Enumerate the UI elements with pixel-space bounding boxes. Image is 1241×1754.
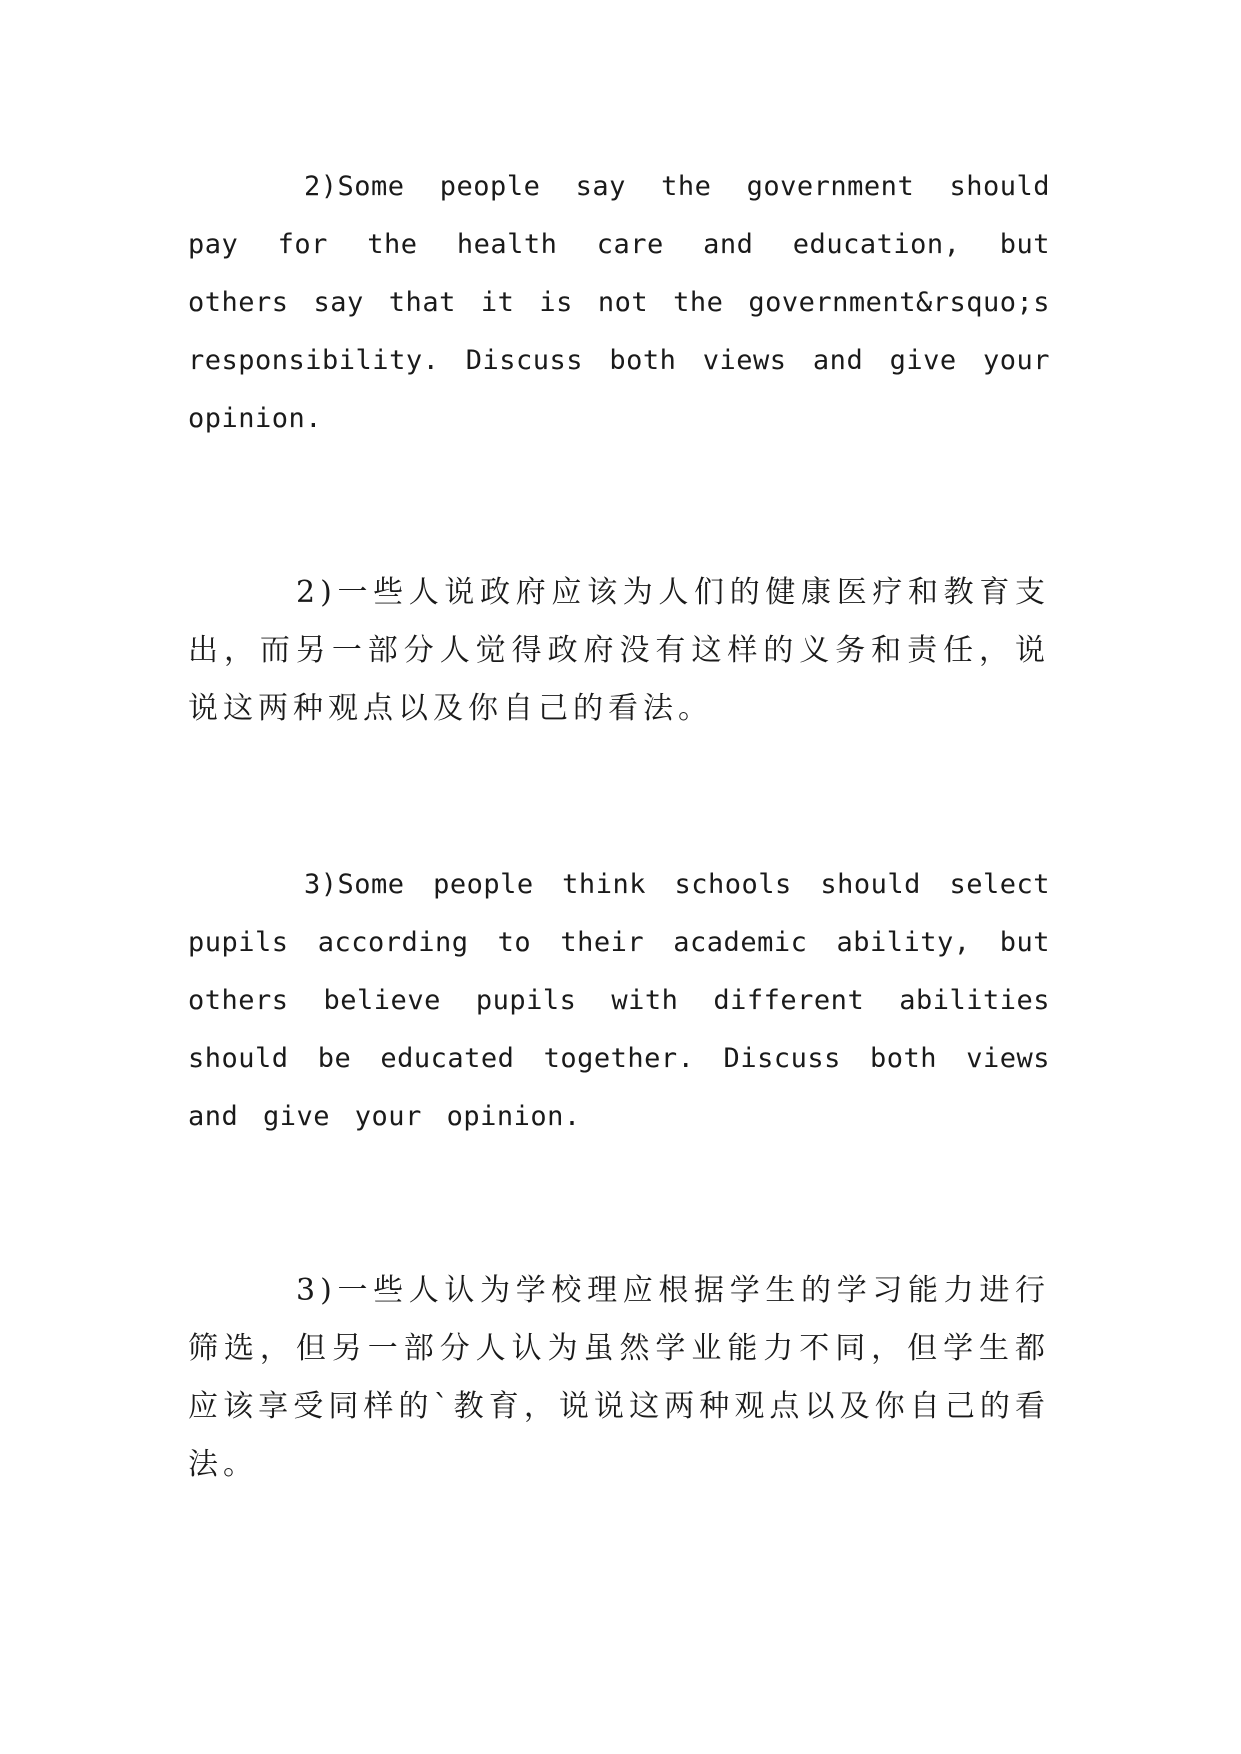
paragraph-question-3-english: 3)Some people think schools should select pupils according to their academic ability, but others believe pupils with different abilities should be educated together. Discuss both views and give your opinion. — [188, 869, 1050, 1132]
paragraph-question-2-chinese: 2)一些人说政府应该为人们的健康医疗和教育支出，而另一部分人觉得政府没有这样的义务和责任，说说这两种观点以及你自己的看法。 — [188, 575, 1050, 726]
paragraph-question-3-chinese: 3)一些人认为学校理应根据学生的学习能力进行筛选，但另一部分人认为虽然学业能力不同，但学生都应该享受同样的`教育，说说这两种观点以及你自己的看法。 — [188, 1273, 1050, 1482]
paragraph-question-2-english: 2)Some people say the government should pay for the health care and education, but others say that it is not the government&rsquo;s responsibility. Discuss both views and give your opinion. — [188, 171, 1050, 434]
